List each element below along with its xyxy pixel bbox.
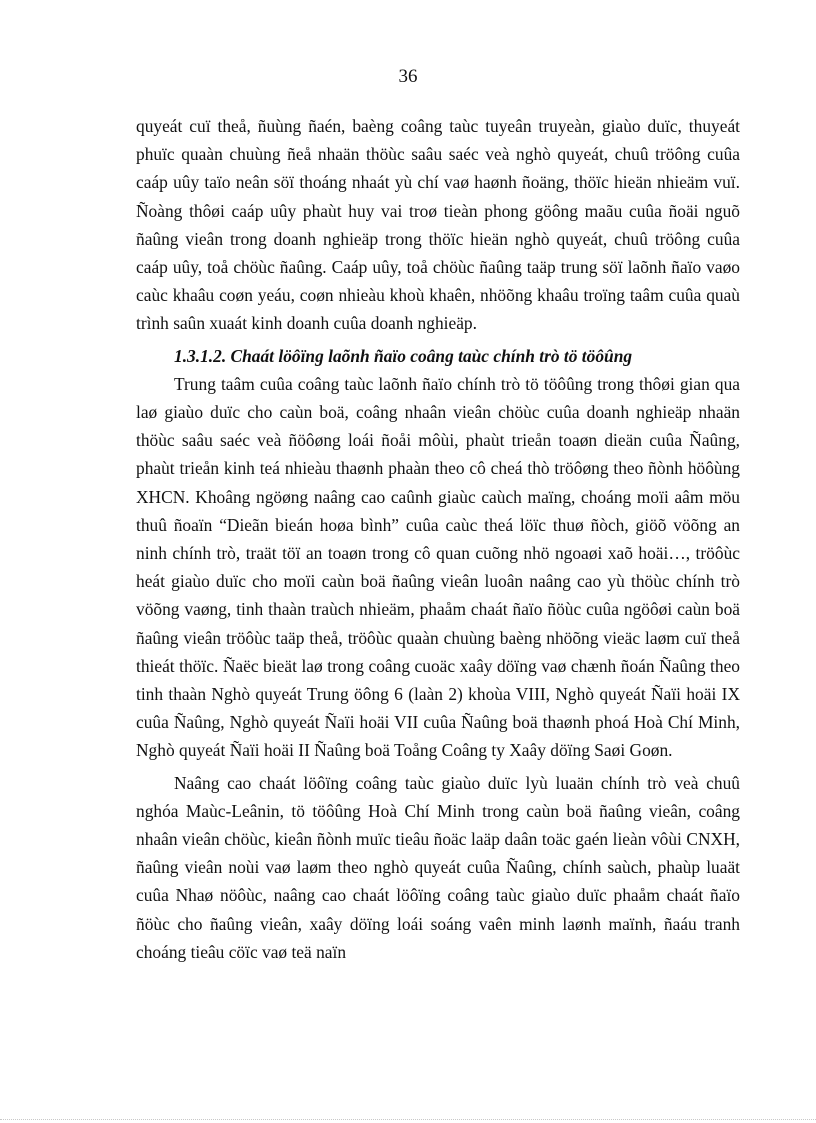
- section-heading: 1.3.1.2. Chaát löôïng laõnh ñaïo coâng taùc chính trò tö töôûng: [174, 345, 633, 366]
- paragraph-1: quyeát cuï theå, ñuùng ñaén, baèng coâng taùc tuyeân truyeàn, giaùo duïc, thuyeát phuïc quaàn chuùng ñeå nhaän thöùc saâu saéc veà nghò quyeát, chuû tröông cuûa caáp uûy taïo neân söï thoáng nhaát yù chí vaø haønh ñoäng, thöïc hieän nhieäm vuï. Ñoàng thôøi caáp uûy phaùt huy vai troø tieàn phong göông maãu cuûa ñoäi nguõ ñaûng vieân trong doanh nghieäp trong thöïc hieän nghò quyeát, chuû tröông cuûa caáp uûy, toå chöùc ñaûng. Caáp uûy, toå chöùc ñaûng taäp trung söï laõnh ñaïo vaøo caùc khaâu coøn yeáu, coøn nhieàu khoù khaên, nhöõng khaâu troïng taâm cuûa quaù trình saûn xuaát kinh doanh cuûa doanh nghieäp.: [136, 116, 740, 334]
- page-bottom-border: [0, 1119, 816, 1120]
- page-number: 36: [398, 66, 418, 87]
- paragraph-3: Naâng cao chaát löôïng coâng taùc giaùo duïc lyù luaän chính trò veà chuû nghóa Maùc-Leânin, tö töôûng Hoà Chí Minh trong caùn boä ñaûng vieân, coâng nhaân vieân chöùc, kieân ñònh muïc tieâu ñoäc laäp daân toäc gaén lieàn vôùi CNXH, ñaûng vieân noùi vaø laøm theo nghò quyeát cuûa Ñaûng, chính saùch, phaùp luaät cuûa Nhaø nöôùc, naâng cao chaát löôïng coâng taùc giaùo duïc phaåm chaát ñaïo ñöùc cho ñaûng vieân, xaây döïng loái soáng vaên minh laønh maïnh, ñaáu tranh choáng tieâu cöïc vaø teä naïn: [136, 772, 740, 962]
- document-body: [136, 112, 740, 966]
- paragraph-2: Trung taâm cuûa coâng taùc laõnh ñaïo chính trò tö töôûng trong thôøi gian qua laø giaùo duïc cho caùn boä, coâng nhaân vieân chöùc cuûa doanh nghieäp nhaän thöùc saâu saéc veà ñöôøng loái ñoåi môùi, phaùt trieån toaøn dieän cuûa Ñaûng, phaùt trieån kinh teá nhieàu thaønh phaàn theo cô cheá thò tröôøng theo ñònh höôùng XHCN. Khoâng ngöøng naâng cao caûnh giaùc caùch maïng, choáng moïi aâm möu thuû ñoaïn “Dieãn bieán hoøa bình” cuûa caùc theá löïc thuø ñòch, giöõ vöõng an ninh chính trò, traät töï an toaøn trong cô quan cuõng nhö ngoaøi xaõ hoäi…, tröôùc heát giaùo duïc cho moïi caùn boä ñaûng vieân luoân naâng cao yù thöùc chính trò vöõng vaøng, tinh thaàn traùch nhieäm, phaåm chaát ñaïo ñöùc cuûa ngöôøi caùn boä ñaûng vieân tröôùc taäp theå, tröôùc quaàn chuùng baèng nhöõng vieäc laøm cuï theå thieát thöïc. Ñaëc bieät laø trong coâng cuoäc xaây döïng vaø chænh ñoán Ñaûng theo tinh thaàn Nghò quyeát Trung öông 6 (laàn 2) khoùa VIII, Nghò quyeát Ñaïi hoäi IX cuûa Ñaûng, Nghò quyeát Ñaïi hoäi VII cuûa Ñaûng boä thaønh phoá Hoà Chí Minh, Nghò quyeát Ñaïi hoäi II Ñaûng boä Toång Coâng ty Xaây döïng Saøi Goøn.: [136, 373, 740, 761]
